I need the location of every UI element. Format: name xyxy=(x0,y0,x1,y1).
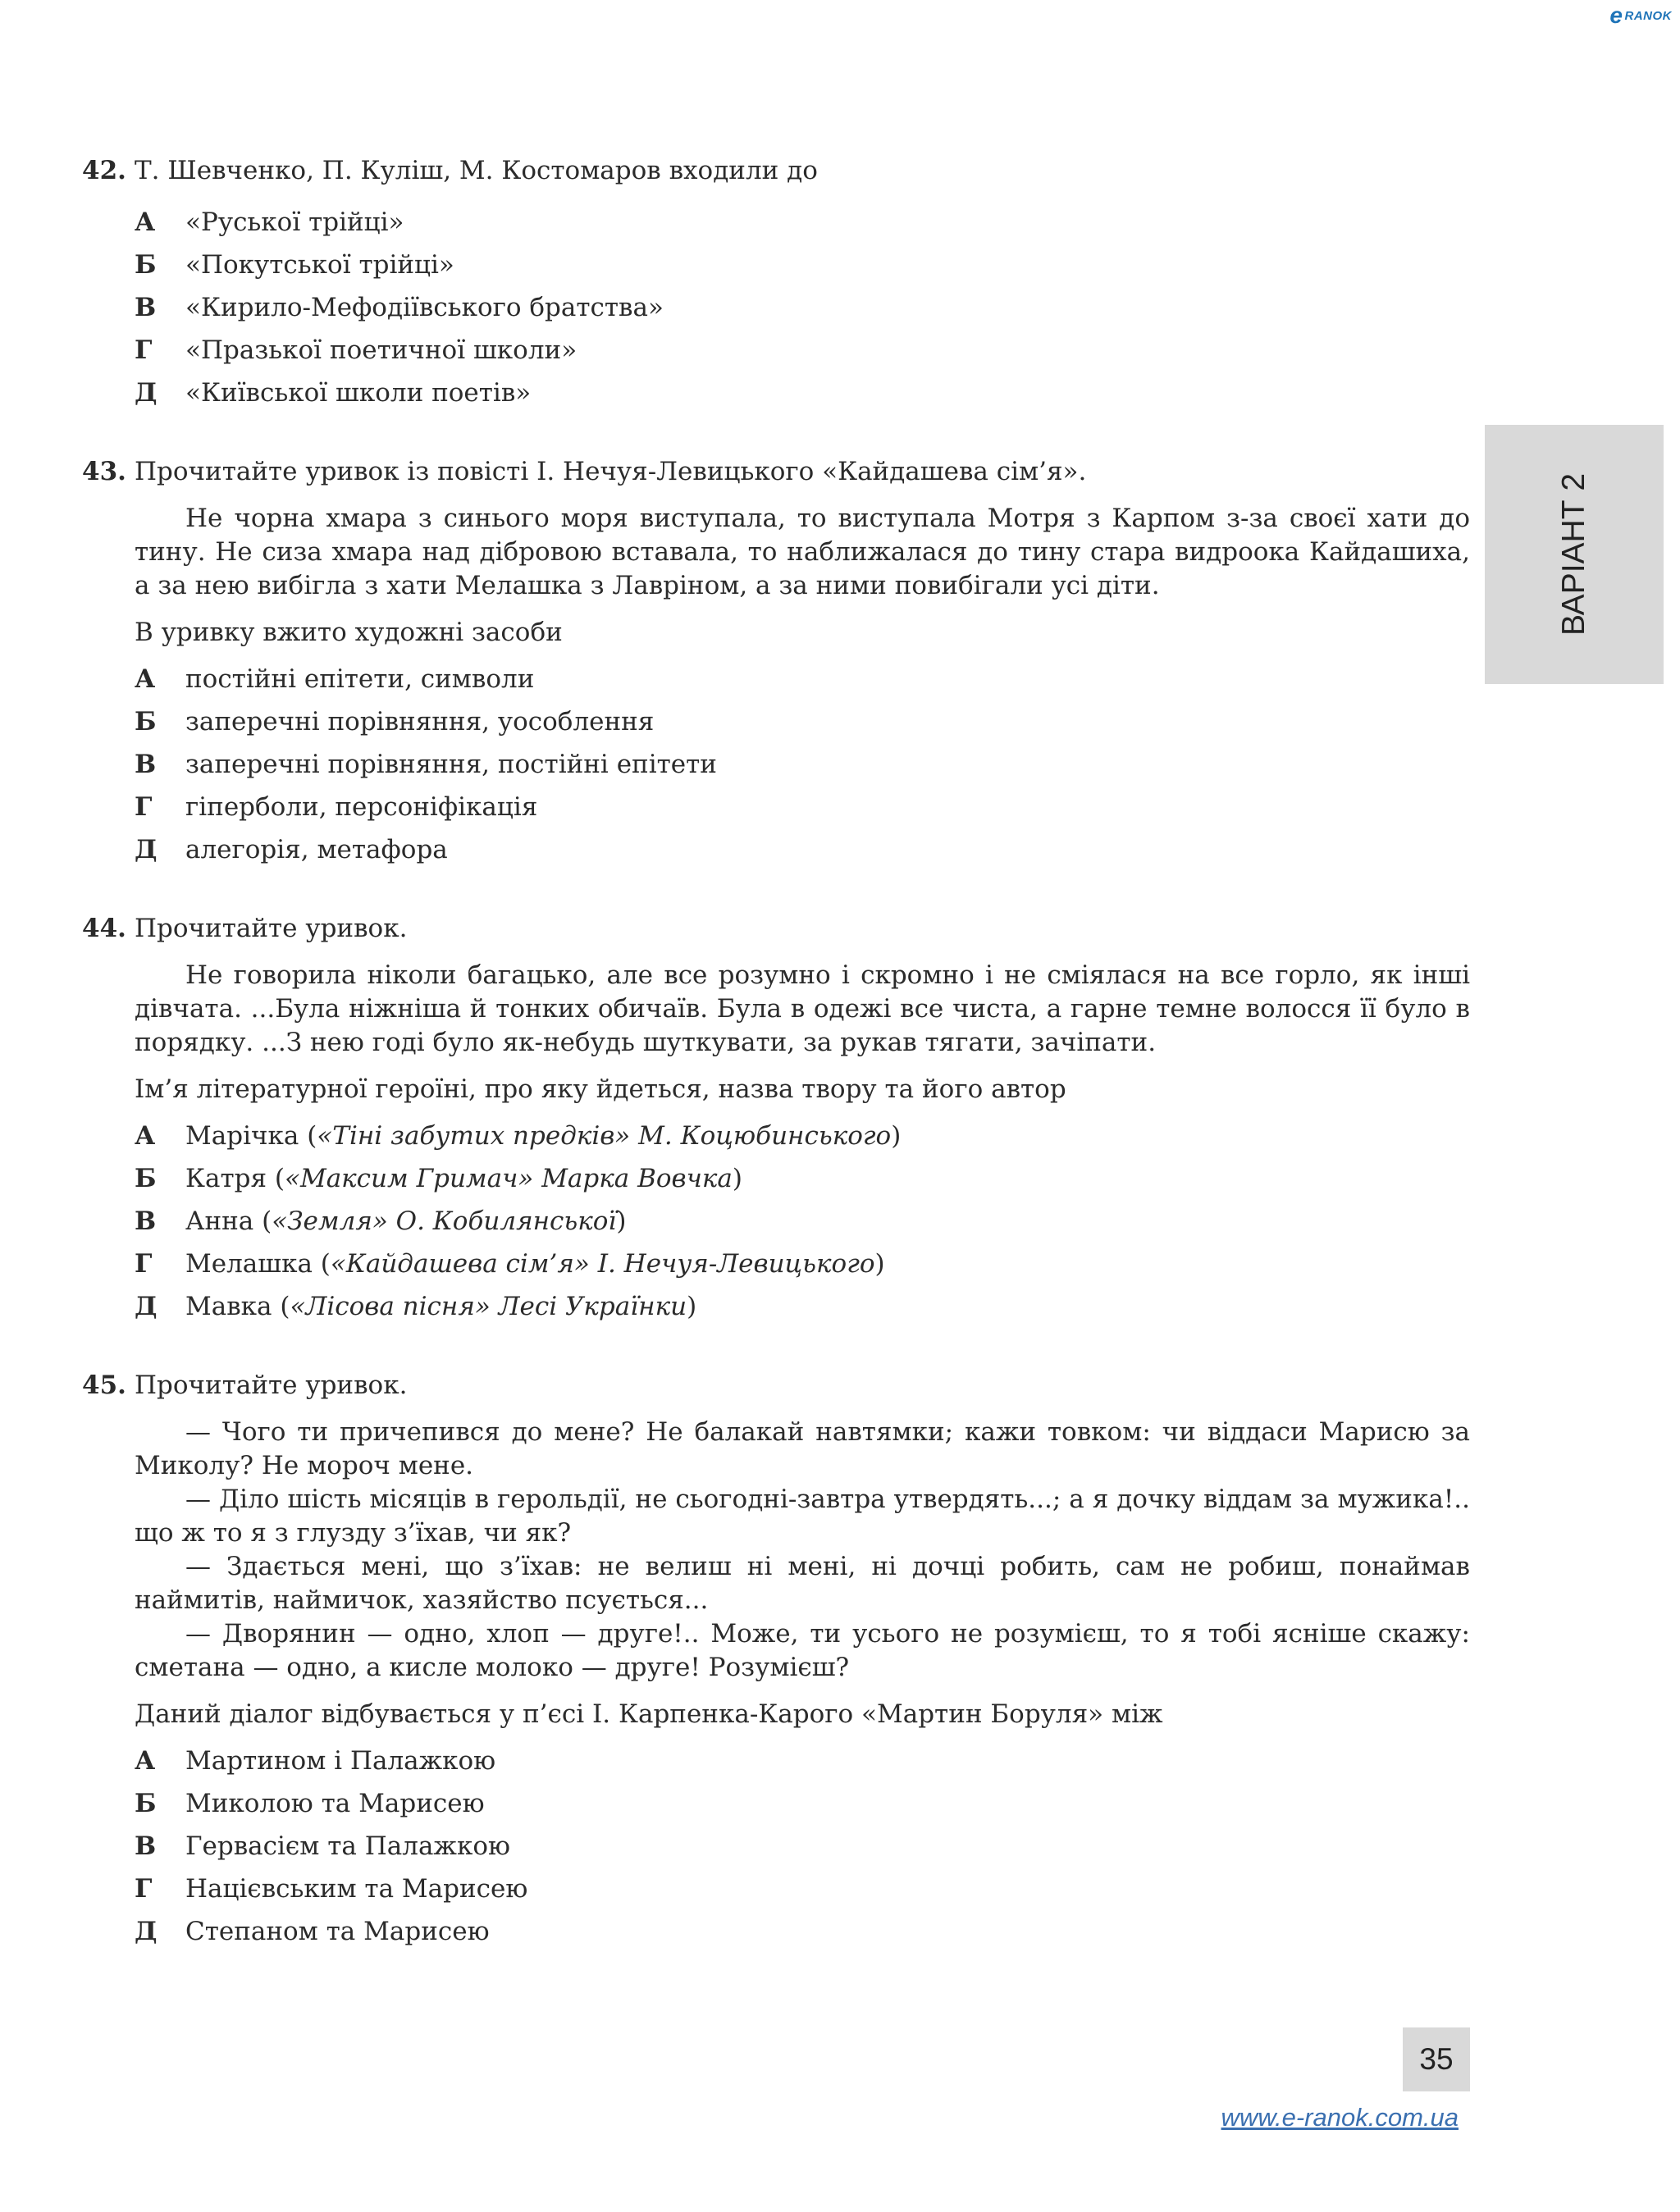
page-number: 35 xyxy=(1403,2027,1470,2091)
question-number: 45. xyxy=(82,1371,126,1400)
option-text: заперечні порівняння, постійні епітети xyxy=(185,749,717,779)
option-letter: А xyxy=(135,664,156,694)
option-text: Катря («Максим Гримач» Марка Вовчка) xyxy=(185,1163,742,1193)
option-letter: Д xyxy=(135,377,158,408)
work-title-author: «Максим Гримач» Марка Вовчка xyxy=(284,1163,733,1193)
option-text: Мавка («Лісова пісня» Лесі Українки) xyxy=(185,1291,697,1321)
answer-option xyxy=(135,1740,1470,1782)
variant-side-tab xyxy=(1485,425,1664,684)
answer-options xyxy=(135,1740,1470,1953)
option-letter: В xyxy=(135,1206,157,1236)
option-text: Миколою та Марисею xyxy=(185,1788,485,1818)
answer-options xyxy=(135,658,1470,871)
option-text: Мартином і Палажкою xyxy=(185,1745,496,1776)
option-letter: А xyxy=(135,1120,156,1151)
option-text: гіперболи, персоніфікація xyxy=(185,791,538,822)
answer-options xyxy=(135,201,1470,414)
excerpt-passage: Не говорила ніколи багацько, але все розумно і скромно і не сміялася на все горло, як інші дівчата. ...Була ніжніша й тонких обичаїв. Була в одежі все чиста, а гарне темне волосся її було в порядку. ...З нею годі було як-небудь шуткувати, за рукав тягати, зачіпати. xyxy=(135,960,1470,1057)
question-prompt: Ім’я літературної героїні, про яку йдеться, назва твору та його автор xyxy=(135,1074,1066,1104)
question-number: 43. xyxy=(82,457,126,486)
answer-option xyxy=(135,286,1470,329)
question-header xyxy=(82,1369,1470,1402)
answer-option xyxy=(135,1243,1470,1285)
dialogue-line: — Чого ти причепився до мене? Не балакай навтямки; кажи товком: чи віддаси Марисю за Миколу? Не мороч мене. xyxy=(135,1417,1470,1480)
option-letter: В xyxy=(135,1831,157,1861)
question-44 xyxy=(82,912,1470,1328)
option-letter: Г xyxy=(135,335,153,365)
option-letter: В xyxy=(135,292,157,322)
work-title-author: «Тіні забутих предків» М. Коцюбинського xyxy=(317,1120,892,1151)
question-text: Т. Шевченко, П. Куліш, М. Костомаров входили до xyxy=(135,156,818,185)
answer-option xyxy=(135,1285,1470,1328)
dialogue-excerpt xyxy=(82,1416,1470,1685)
option-letter: Г xyxy=(135,1248,153,1279)
heroine-name: Анна xyxy=(185,1206,254,1236)
dialogue-line: — Діло шість місяців в герольдії, не сьогодні-завтра утвердять...; а я дочку віддам за мужика!.. що ж то я з глузду з’їхав, чи як? xyxy=(135,1485,1470,1548)
option-letter: Б xyxy=(135,1788,157,1818)
dialogue-line: — Здається мені, що з’їхав: не велиш ні мені, ні дочці робить, сам не робиш, понаймав наймитів, наймичок, хазяйство псується... xyxy=(135,1552,1470,1615)
option-text: Націєвським та Марисею xyxy=(185,1873,528,1904)
question-43 xyxy=(82,455,1470,871)
option-text: «Празької поетичної школи» xyxy=(185,335,578,365)
page-content xyxy=(82,154,1470,1994)
question-number: 44. xyxy=(82,914,126,943)
answer-option xyxy=(135,658,1470,700)
heroine-name: Катря xyxy=(185,1163,267,1193)
question-number: 42. xyxy=(82,156,126,185)
question-text: Прочитайте уривок із повісті І. Нечуя-Левицького «Кайдашева сім’я». xyxy=(135,457,1087,486)
question-text: Прочитайте уривок. xyxy=(135,1371,408,1400)
option-text: «Руської трійці» xyxy=(185,207,404,237)
option-text: «Київської школи поетів» xyxy=(185,377,532,408)
option-letter: Д xyxy=(135,1291,158,1321)
question-42 xyxy=(82,154,1470,414)
option-letter: Г xyxy=(135,1873,153,1904)
answer-options xyxy=(135,1115,1470,1328)
answer-option xyxy=(135,201,1470,244)
answer-option xyxy=(135,1825,1470,1868)
work-title-author: «Земля» О. Кобилянської xyxy=(272,1206,617,1236)
option-text: «Кирило-Мефодіївського братства» xyxy=(185,292,664,322)
question-text: Прочитайте уривок. xyxy=(135,914,408,943)
question-header xyxy=(82,154,1470,188)
logo-text: RANOK xyxy=(1624,8,1672,23)
option-text: Марічка («Тіні забутих предків» М. Коцюбинського) xyxy=(185,1120,902,1151)
heroine-name: Мелашка xyxy=(185,1248,313,1279)
dialogue-line: — Дворянин — одно, хлоп — друге!.. Може, ти усього не розумієш, то я тобі ясніше скажу: сметана — одно, а кисле молоко — друге! Розумієш? xyxy=(135,1619,1470,1682)
answer-option xyxy=(135,244,1470,286)
option-text: постійні епітети, символи xyxy=(185,664,535,694)
option-text: Анна («Земля» О. Кобилянської) xyxy=(185,1206,627,1236)
answer-option xyxy=(135,1868,1470,1910)
answer-option xyxy=(135,329,1470,372)
answer-option xyxy=(135,372,1470,414)
answer-option xyxy=(135,1782,1470,1825)
publisher-logo xyxy=(1609,3,1672,28)
answer-option xyxy=(135,700,1470,743)
question-header xyxy=(82,912,1470,946)
question-header xyxy=(82,455,1470,489)
option-letter: В xyxy=(135,749,157,779)
option-letter: Д xyxy=(135,1916,158,1946)
question-prompt: В уривку вжито художні засоби xyxy=(135,618,563,647)
option-text: Гервасієм та Палажкою xyxy=(185,1831,510,1861)
website-link[interactable]: www.e-ranok.com.ua xyxy=(1221,2103,1459,2132)
answer-option xyxy=(135,1910,1470,1953)
answer-option xyxy=(135,786,1470,828)
heroine-name: Мавка xyxy=(185,1291,272,1321)
option-letter: А xyxy=(135,207,156,237)
option-text: Мелашка («Кайдашева сім’я» І. Нечуя-Левицького) xyxy=(185,1248,885,1279)
variant-label: ВАРІАНТ 2 xyxy=(1556,472,1591,636)
question-45 xyxy=(82,1369,1470,1953)
answer-option xyxy=(135,1115,1470,1157)
option-letter: Б xyxy=(135,249,157,280)
work-title-author: «Кайдашева сім’я» І. Нечуя-Левицького xyxy=(330,1248,875,1279)
answer-option xyxy=(135,743,1470,786)
option-letter: Б xyxy=(135,1163,157,1193)
option-letter: Д xyxy=(135,834,158,864)
option-text: заперечні порівняння, уособлення xyxy=(185,706,655,737)
option-text: «Покутської трійці» xyxy=(185,249,454,280)
heroine-name: Марічка xyxy=(185,1120,299,1151)
question-prompt: Даний діалог відбувається у п’єсі І. Карпенка-Карого «Мартин Боруля» між xyxy=(135,1699,1163,1729)
option-letter: Б xyxy=(135,706,157,737)
answer-option xyxy=(135,1157,1470,1200)
option-text: Степаном та Марисею xyxy=(185,1916,490,1946)
answer-option xyxy=(135,1200,1470,1243)
excerpt-passage: Не чорна хмара з синього моря виступала, то виступала Мотря з Карпом з-за своєї хати до тину. Не сиза хмара над дібровою вставала, то наближалася до тину стара видроока Кайдашиха, а за нею вибігла з хати Мелашка з Лавріном, а за ними повибігали усі діти. xyxy=(135,504,1470,600)
option-text: алегорія, метафора xyxy=(185,834,448,864)
logo-e-icon: e xyxy=(1609,2,1623,28)
option-letter: А xyxy=(135,1745,156,1776)
option-letter: Г xyxy=(135,791,153,822)
answer-option xyxy=(135,828,1470,871)
work-title-author: «Лісова пісня» Лесі Українки xyxy=(290,1291,687,1321)
